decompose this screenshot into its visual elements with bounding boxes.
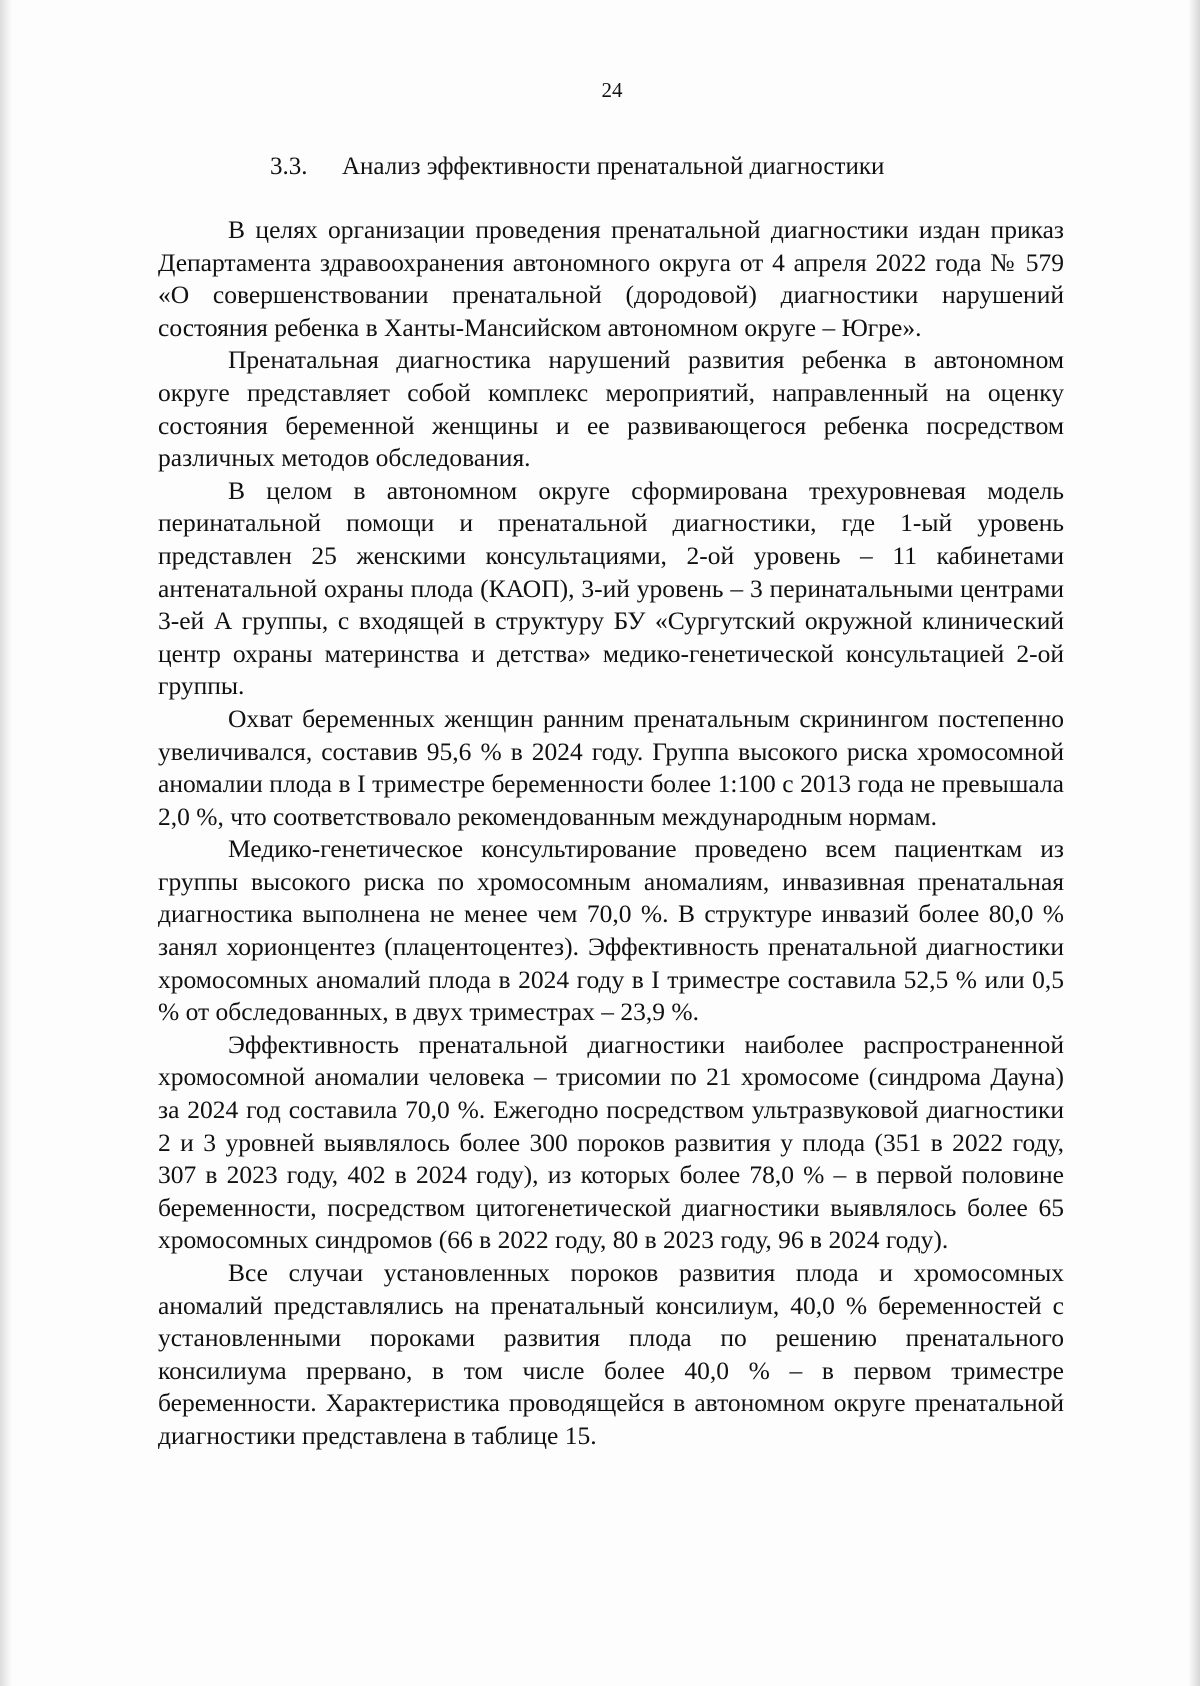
scan-edge-right — [1188, 0, 1200, 1686]
section-heading — [270, 151, 884, 183]
section-number: 3.3. — [270, 153, 308, 180]
paragraph-diagnostics-definition: Пренатальная диагностика нарушений развития ребенка в автономном округе представляет собой комплекс мероприятий, направленный на оценку состояния беременной женщины и ее развивающегося ребенка посредством различных методов обследования. — [158, 345, 1064, 473]
paragraph-three-level-model: В целом в автономном округе сформирована трехуровневая модель перинатальной помощи и пренатальной диагностики, где 1-ый уровень представлен 25 женскими консультациями, 2-ой уровень – 11 кабинетами антенатальной охраны плода (КАОП), 3-ий уровень – 3 перинатальными центрами 3-ей А группы, с входящей в структуру БУ «Сургутский окружной клинический центр охраны материнства и детства» медико-генетической консультацией 2-ой группы. — [158, 475, 1064, 701]
page-number: 24 — [601, 78, 623, 102]
paragraph-order-reference: В целях организации проведения пренатальной диагностики издан приказ Департамента здравоохранения автономного округа от 4 апреля 2022 года № 579 «О совершенствовании пренатальной (дородовой) диагностики нарушений состояния ребенка в Ханты-Мансийском автономном округе – Югре». — [158, 215, 1064, 342]
section-title: Анализ эффективности пренатальной диагностики — [342, 153, 885, 180]
paragraph-genetic-counseling: Медико-генетическое консультирование проведено всем пациенткам из группы высокого риска по хромосомным аномалиям, инвазивная пренатальная диагностика выполнена не менее чем 70,0 %. В структуре инвазий более 80,0 % занял хорионцентез (плацентоцентез). Эффективность пренатальной диагностики хромосомных аномалий плода в 2024 году в I триместре составила 52,5 % или 0,5 % от обследованных, в двух триместрах – 23,9 %. — [158, 834, 1064, 1027]
body-text — [158, 214, 1064, 1453]
paragraph-screening-coverage: Охват беременных женщин ранним пренатальным скринингом постепенно увеличивался, составив 95,6 % в 2024 году. Группа высокого риска хромосомной аномалии плода в I триместре беременности более 1:100 с 2013 года не превышала 2,0 %, что соответствовало рекомендованным международным нормам. — [158, 703, 1064, 831]
scan-edge-left — [0, 0, 12, 1686]
paragraph-down-syndrome-efficiency: Эффективность пренатальной диагностики наиболее распространенной хромосомной аномалии человека – трисомии по 21 хромосоме (синдрома Дауна) за 2024 год составила 70,0 %. Ежегодно посредством ультразвуковой диагностики 2 и 3 уровней выявлялось более 300 пороков развития у плода (351 в 2022 году, 307 в 2023 году, 402 в 2024 году), из которых более 78,0 % – в первой половине беременности, посредством цитогенетической диагностики выявлялось более 65 хромосомных синдромов (66 в 2022 году, 80 в 2023 году, 96 в 2024 году). — [158, 1029, 1064, 1255]
paragraph-prenatal-council: Все случаи установленных пороков развития плода и хромосомных аномалий представлялись на пренатальный консилиум, 40,0 % беременностей с установленными пороками развития плода по решению пренатального консилиума прервано, в том числе более 40,0 % – в первом триместре беременности. Характеристика проводящейся в автономном округе пренатальной диагностики представлена в таблице 15. — [158, 1258, 1064, 1450]
